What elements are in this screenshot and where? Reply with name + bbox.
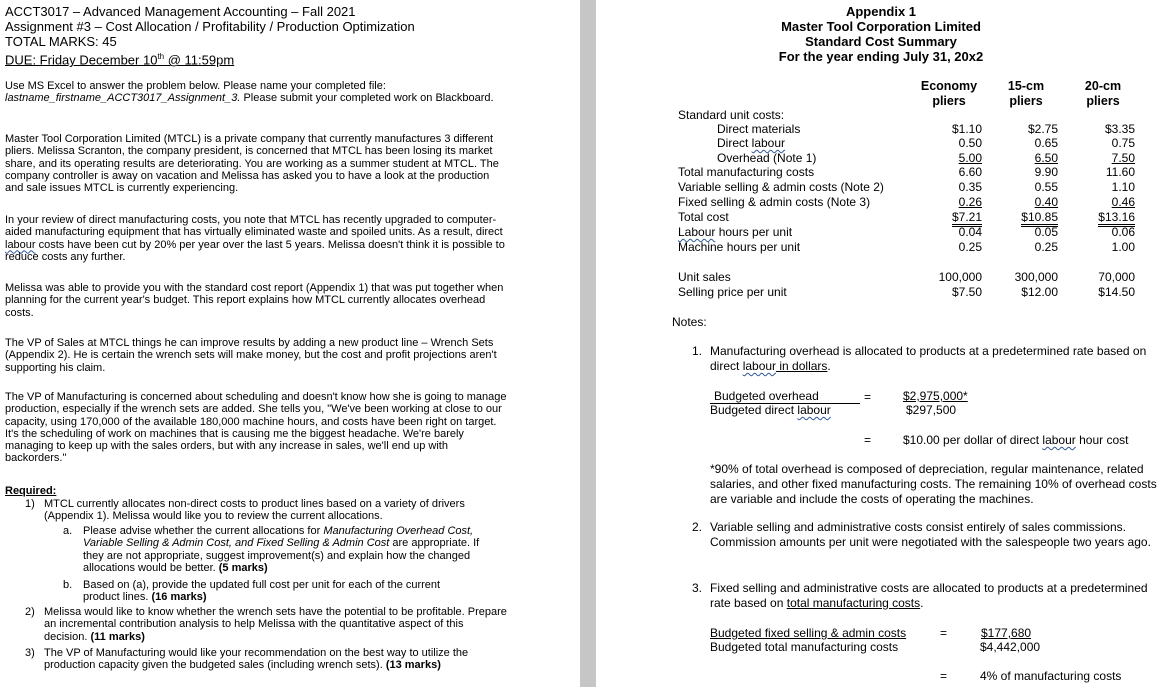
note1-equals-2: = — [864, 433, 872, 447]
note1-text: Manufacturing overhead is allocated to products at a predetermined rate based on direct labour in dollars. — [710, 344, 1147, 373]
report-name: Standard Cost Summary — [805, 34, 957, 49]
requirement-1: MTCL currently allocates non-direct costs to product lines based on a variety of drivers (Appendix 1). Melissa would like you to review the current allocations. — [44, 498, 465, 523]
column-header-economy: Economy pliers — [920, 79, 978, 108]
note1-footnote: *90% of total overhead is composed of depreciation, regular maintenance, related salaries, and other fixed manufacturing costs. The remaining 10% of overhead costs are variable and include the costs of operating the machines. — [710, 462, 1157, 506]
cell-20cm: 0.46 — [1111, 195, 1135, 209]
note3-equals-2: = — [940, 669, 948, 683]
req2-number: 2) — [25, 606, 35, 618]
cell-economy: 0.26 — [958, 195, 982, 209]
cell-20cm: $3.35 — [1104, 122, 1135, 136]
course-title: ACCT3017 – Advanced Management Accounting – Fall 2021 — [5, 4, 356, 19]
note3-denominator-label: Budgeted total manufacturing costs — [710, 640, 899, 654]
note1-numerator-label: Budgeted overhead — [710, 389, 860, 404]
requirement-2: Melissa would like to know whether the wrench sets have the potential to be profitable. Prepare an incremental contribution analysis to help Melissa with the quantitative aspect of this decision. (11 marks) — [44, 606, 507, 643]
cell-15cm: 300,000 — [1014, 270, 1058, 284]
appendix-title: Appendix 1 — [845, 4, 917, 19]
cell-15cm: 0.25 — [1034, 240, 1058, 254]
cell-20cm: $14.50 — [1098, 285, 1135, 299]
appendix-page — [596, 0, 1166, 687]
cell-20cm: $13.16 — [1075, 210, 1135, 224]
note3-numerator-label: Budgeted fixed selling & admin costs — [710, 626, 907, 640]
cell-15cm: $12.00 — [1021, 285, 1058, 299]
req1-number: 1) — [25, 498, 35, 510]
note2-text: Variable selling and administrative costs consist entirely of sales commissions. Commission amounts per unit were negotiated with the salespeople two years ago. — [710, 520, 1151, 549]
note3-denominator-value: $4,442,000 — [980, 640, 1041, 654]
note3-result: 4% of manufacturing costs — [980, 669, 1122, 683]
cell-15cm: 0.65 — [1034, 136, 1058, 150]
note1-number: 1. — [692, 344, 703, 358]
row-label-overhead: Overhead (Note 1) — [717, 151, 817, 165]
note2-number: 2. — [692, 520, 703, 534]
column-header-20cm: 20-cm pliers — [1084, 79, 1122, 108]
requirement-1b: Based on (a), provide the updated full cost per unit for each of the current product lines. (16 marks) — [83, 579, 441, 604]
note1-denominator-value: $297,500 — [906, 403, 957, 417]
row-label-total-manufacturing: Total manufacturing costs — [678, 165, 815, 179]
intro-paragraph: Use MS Excel to answer the problem below. Please name your completed file: lastname_firstname_ACCT3017_Assignment_3. Please submit your completed work on Blackboard. — [5, 80, 494, 105]
note1-denominator-label: Budgeted direct labour — [710, 403, 831, 417]
paragraph-company: Master Tool Corporation Limited (MTCL) is a private company that currently manufactures 3 different pliers. Melissa Scranton, the company president, is concerned that MTCL has been losing its market share, and its operating results are deteriorating. You are working as a summer student at MTCL. The company controller is away on vacation and Melissa has asked you to have a look at the production and sale issues MTCL is currently experiencing. — [5, 133, 499, 195]
cell-15cm: 6.50 — [1034, 151, 1058, 165]
cell-15cm: 9.90 — [1034, 165, 1058, 179]
cell-15cm: 0.40 — [1034, 195, 1058, 209]
note1-equals: = — [864, 390, 872, 404]
cell-economy: 0.50 — [958, 136, 982, 150]
requirement-1a: Please advise whether the current allocations for Manufacturing Overhead Cost, Variable Selling & Admin Cost, and Fixed Selling & Admin Cost are appropriate. If they are not appropriate, suggest improvement(s) and explain how the changed allocations would be better. (5 marks) — [83, 525, 480, 574]
req1b-letter: b. — [63, 579, 73, 591]
total-marks: TOTAL MARKS: 45 — [5, 34, 117, 49]
cell-20cm: 0.75 — [1111, 136, 1135, 150]
assignment-page — [0, 0, 580, 687]
cell-economy: $7.21 — [922, 210, 982, 224]
cell-economy: 0.04 — [958, 225, 982, 239]
column-header-15cm: 15-cm pliers — [1007, 79, 1045, 108]
paragraph-direct-costs: In your review of direct manufacturing costs, you note that MTCL has recently upgraded to computer-aided manufacturing equipment that has virtually eliminated waste and spoiled units. As a result, direct labour costs have been cut by 20% per year over the last 5 years. Melissa doesn't think it is possible to reduce costs any further. — [5, 214, 505, 263]
cell-economy: $7.50 — [951, 285, 982, 299]
company-name: Master Tool Corporation Limited — [781, 19, 981, 34]
cell-economy: 0.25 — [958, 240, 982, 254]
report-period: For the year ending July 31, 20x2 — [778, 49, 984, 64]
row-label-direct-materials: Direct materials — [717, 122, 801, 136]
row-label-unit-sales: Unit sales — [678, 270, 731, 284]
assignment-title: Assignment #3 – Cost Allocation / Profitability / Production Optimization — [5, 19, 415, 34]
standard-unit-costs-label: Standard unit costs: — [678, 108, 785, 122]
note3-number: 3. — [692, 581, 703, 595]
cell-15cm: $2.75 — [1027, 122, 1058, 136]
paragraph-vp-sales: The VP of Sales at MTCL things he can improve results by adding a new product line – Wrench Sets (Appendix 2). He is certain the wrench sets will make money, but the cost and profit projections aren't supporting his claim. — [5, 337, 497, 374]
note3-equals: = — [940, 626, 948, 640]
row-label-direct-labour: Direct labour — [717, 136, 786, 150]
row-label-selling-price: Selling price per unit — [678, 285, 787, 299]
cell-20cm: 11.60 — [1105, 165, 1135, 179]
due-date: DUE: Friday December 10th @ 11:59pm — [5, 52, 235, 68]
row-label-labour-hours: Labour hours per unit — [678, 225, 793, 239]
cell-15cm: 0.05 — [1034, 225, 1058, 239]
row-label-fixed-selling: Fixed selling & admin costs (Note 3) — [678, 195, 871, 209]
row-label-total-cost: Total cost — [678, 210, 729, 224]
notes-label: Notes: — [672, 315, 707, 329]
cell-20cm: 7.50 — [1111, 151, 1135, 165]
paragraph-standard-cost: Melissa was able to provide you with the standard cost report (Appendix 1) that was put together when planning for the current year's budget. This report explains how MTCL currently allocates overhead costs. — [5, 282, 504, 319]
req1a-letter: a. — [63, 525, 73, 537]
cell-20cm: 1.00 — [1111, 240, 1135, 254]
required-heading: Required: — [5, 485, 57, 497]
req3-number: 3) — [25, 647, 35, 659]
cell-economy: 100,000 — [938, 270, 982, 284]
note1-numerator-value: $2,975,000* — [903, 389, 968, 403]
requirement-3: The VP of Manufacturing would like your recommendation on the best way to utilize the production capacity given the budgeted sales (including wrench sets). (13 marks) — [44, 647, 469, 672]
row-label-machine-hours: Machine hours per unit — [678, 240, 801, 254]
cell-20cm: 0.06 — [1111, 225, 1135, 239]
cell-economy: $1.10 — [951, 122, 982, 136]
cell-economy: 6.60 — [958, 165, 982, 179]
cell-economy: 0.35 — [958, 180, 982, 194]
row-label-variable-selling: Variable selling & admin costs (Note 2) — [678, 180, 884, 194]
cell-20cm: 70,000 — [1098, 270, 1135, 284]
note3-numerator-value: $177,680 — [981, 626, 1032, 640]
cell-15cm: $10.85 — [998, 210, 1058, 224]
note1-result: $10.00 per dollar of direct labour hour cost — [903, 433, 1129, 447]
note3-text: Fixed selling and administrative costs are allocated to products at a predetermined rate based on total manufacturing costs. — [710, 581, 1148, 610]
cell-15cm: 0.55 — [1034, 180, 1058, 194]
cell-20cm: 1.10 — [1111, 180, 1135, 194]
cell-economy: 5.00 — [958, 151, 982, 165]
paragraph-vp-manufacturing: The VP of Manufacturing is concerned about scheduling and doesn't know how she is going to manage production, especially if the wrench sets are added. She tells you, "We've been working at close to our capacity, using 170,000 of the available 180,000 machine hours, and costs have been right on target. It's the scheduling of work on machines that is causing me the biggest headache. We're barely managing to keep up with the sales orders, but with any increase in sales, we'll end up with backorders." — [5, 391, 507, 465]
page-gutter — [580, 0, 596, 687]
